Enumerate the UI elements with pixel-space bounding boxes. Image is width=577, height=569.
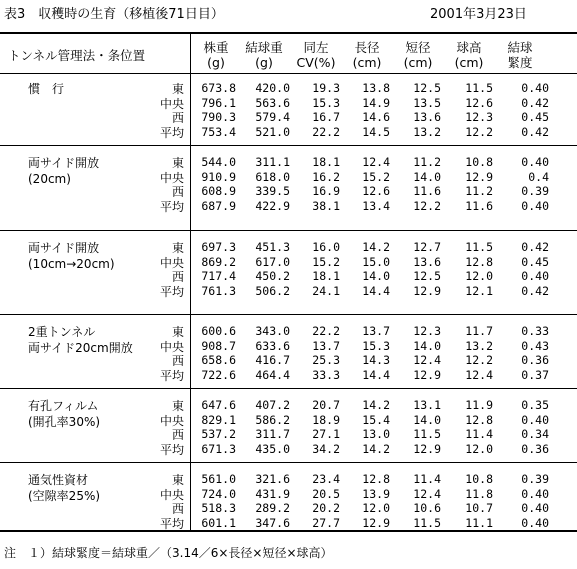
table-cell: 11.1	[465, 515, 493, 530]
table-cell: 13.2	[465, 338, 493, 353]
table-cell: 10.8	[465, 155, 493, 169]
header-cell: 緊度	[507, 55, 533, 70]
table-cell: 0.42	[521, 283, 549, 298]
table-cell: 464.4	[255, 367, 290, 382]
table-cell: 761.3	[201, 283, 236, 298]
group-separator	[0, 145, 577, 146]
group-separator	[0, 388, 577, 389]
table-cell: 11.8	[465, 486, 493, 501]
table-cell: 13.2	[413, 124, 441, 139]
row-position: 西	[171, 354, 184, 368]
table-cell: 608.9	[201, 184, 236, 198]
row-position: 中央	[159, 487, 184, 502]
table-cell: 22.2	[312, 124, 340, 139]
table-cell: 289.2	[255, 501, 290, 515]
table-cell: 0.45	[521, 254, 549, 269]
table-cell: 16.9	[312, 184, 340, 198]
group-label: 両サイド開放	[28, 241, 100, 255]
row-position: 西	[171, 270, 184, 284]
table-cell: 12.9	[413, 441, 441, 456]
table-cell: 14.6	[362, 110, 390, 124]
table-title: 表3 収穫時の生育（移植後71日目）	[4, 7, 224, 22]
table-cell: 13.7	[362, 324, 390, 338]
table-cell: 518.3	[201, 501, 236, 515]
table-cell: 11.9	[465, 398, 493, 412]
table-cell: 697.3	[201, 240, 236, 254]
row-position: 西	[171, 428, 184, 442]
table-cell: 11.4	[465, 427, 493, 441]
table-cell: 23.4	[312, 472, 340, 486]
table-cell: 537.2	[201, 427, 236, 441]
row-position: 中央	[159, 96, 184, 111]
row-position: 東	[171, 82, 184, 96]
table-cell: 12.8	[465, 412, 493, 427]
group-separator	[0, 462, 577, 463]
row-position: 東	[171, 399, 184, 413]
table-cell: 506.2	[255, 283, 290, 298]
table-cell: 0.40	[521, 412, 549, 427]
header-method: トンネル管理法・条位置	[8, 48, 146, 63]
table-cell: 20.5	[312, 486, 340, 501]
table-cell: 13.9	[362, 486, 390, 501]
header-cell: 結球重	[245, 40, 283, 55]
table-cell: 14.0	[413, 338, 441, 353]
footnote: 注 １）結球緊度＝結球重／（3.14／6×長径×短径×球高）	[4, 546, 333, 560]
group-label: (空隙率25%)	[28, 489, 101, 503]
table-cell: 14.0	[413, 169, 441, 184]
table-cell: 11.2	[413, 155, 441, 169]
table-cell: 12.8	[362, 472, 390, 486]
table-cell: 0.40	[521, 81, 549, 95]
header-cell: (g)	[255, 55, 273, 70]
table-cell: 0.35	[521, 398, 549, 412]
table-cell: 14.5	[362, 124, 390, 139]
table-cell: 790.3	[201, 110, 236, 124]
table-cell: 0.39	[521, 472, 549, 486]
table-cell: 12.5	[413, 81, 441, 95]
table-cell: 20.7	[312, 398, 340, 412]
row-position: 平均	[159, 284, 184, 299]
table-cell: 0.42	[521, 240, 549, 254]
table-cell: 0.45	[521, 110, 549, 124]
table-cell: 12.3	[465, 110, 493, 124]
group-label: (10cm→20cm)	[28, 257, 115, 271]
table-cell: 0.36	[521, 353, 549, 367]
table-cell: 18.1	[312, 269, 340, 283]
table-cell: 658.6	[201, 353, 236, 367]
table-cell: 12.2	[465, 124, 493, 139]
table-cell: 586.2	[255, 412, 290, 427]
table-cell: 796.1	[201, 95, 236, 110]
row-position: 東	[171, 473, 184, 487]
table-cell: 618.0	[255, 169, 290, 184]
table-cell: 12.9	[413, 283, 441, 298]
table-cell: 0.42	[521, 124, 549, 139]
table-cell: 0.39	[521, 184, 549, 198]
table-cell: 407.2	[255, 398, 290, 412]
table-cell: 18.9	[312, 412, 340, 427]
table-cell: 633.6	[255, 338, 290, 353]
header-cell: 株重	[203, 40, 229, 55]
table-cell: 0.33	[521, 324, 549, 338]
table-cell: 673.8	[201, 81, 236, 95]
table-cell: 18.1	[312, 155, 340, 169]
table-cell: 829.1	[201, 412, 236, 427]
table-cell: 0.40	[521, 486, 549, 501]
table-cell: 12.4	[413, 353, 441, 367]
table-cell: 0.40	[521, 269, 549, 283]
table-cell: 12.9	[413, 367, 441, 382]
table-cell: 13.5	[413, 95, 441, 110]
row-position: 平均	[159, 199, 184, 214]
table-cell: 15.3	[362, 338, 390, 353]
table-cell: 724.0	[201, 486, 236, 501]
table-cell: 12.2	[465, 353, 493, 367]
header-cell: (cm)	[403, 55, 433, 70]
table-cell: 687.9	[201, 198, 236, 213]
table-cell: 15.2	[362, 169, 390, 184]
table-cell: 11.5	[465, 81, 493, 95]
table-cell: 12.0	[465, 441, 493, 456]
table-cell: 13.6	[413, 110, 441, 124]
table-cell: 0.42	[521, 95, 549, 110]
table-cell: 13.6	[413, 254, 441, 269]
table-cell: 431.9	[255, 486, 290, 501]
header-rule	[0, 73, 577, 74]
table-cell: 339.5	[255, 184, 290, 198]
table-cell: 753.4	[201, 124, 236, 139]
table-cell: 11.5	[413, 427, 441, 441]
table-cell: 13.7	[312, 338, 340, 353]
table-cell: 617.0	[255, 254, 290, 269]
group-label: 有孔フィルム	[28, 399, 99, 413]
table-cell: 12.2	[413, 198, 441, 213]
table-cell: 13.8	[362, 81, 390, 95]
row-position: 平均	[159, 125, 184, 140]
table-cell: 11.2	[465, 184, 493, 198]
table-cell: 12.3	[413, 324, 441, 338]
header-cell: 結球	[507, 40, 533, 55]
row-position: 中央	[159, 339, 184, 354]
table-cell: 12.0	[362, 501, 390, 515]
table-cell: 38.1	[312, 198, 340, 213]
table-cell: 14.4	[362, 283, 390, 298]
table-cell: 34.2	[312, 441, 340, 456]
table-cell: 14.2	[362, 240, 390, 254]
table-cell: 0.40	[521, 198, 549, 213]
row-position: 東	[171, 325, 184, 339]
table-cell: 12.4	[413, 486, 441, 501]
table-cell: 25.3	[312, 353, 340, 367]
table-cell: 0.4	[528, 169, 549, 184]
table-cell: 10.6	[413, 501, 441, 515]
table-cell: 13.4	[362, 198, 390, 213]
header-cell: (cm)	[352, 55, 382, 70]
row-position: 中央	[159, 413, 184, 428]
row-position: 東	[171, 156, 184, 170]
table-cell: 601.1	[201, 515, 236, 530]
table-cell: 450.2	[255, 269, 290, 283]
top-rule	[0, 32, 577, 34]
table-cell: 20.2	[312, 501, 340, 515]
row-position: 中央	[159, 170, 184, 185]
table-cell: 311.7	[255, 427, 290, 441]
table-cell: 0.34	[521, 427, 549, 441]
table-cell: 910.9	[201, 169, 236, 184]
table-cell: 10.8	[465, 472, 493, 486]
table-cell: 521.0	[255, 124, 290, 139]
table-cell: 13.1	[413, 398, 441, 412]
table-cell: 27.7	[312, 515, 340, 530]
table-cell: 24.1	[312, 283, 340, 298]
table-cell: 12.8	[465, 254, 493, 269]
table-cell: 12.4	[465, 367, 493, 382]
table-cell: 0.36	[521, 441, 549, 456]
group-separator	[0, 314, 577, 315]
table-cell: 11.6	[413, 184, 441, 198]
table-cell: 420.0	[255, 81, 290, 95]
table-cell: 16.2	[312, 169, 340, 184]
group-label: 両サイド20cm開放	[28, 341, 133, 355]
table-cell: 321.6	[255, 472, 290, 486]
header-cell: 短径	[405, 40, 431, 55]
table-cell: 347.6	[255, 515, 290, 530]
table-cell: 416.7	[255, 353, 290, 367]
table-cell: 12.7	[413, 240, 441, 254]
table-cell: 14.9	[362, 95, 390, 110]
table-cell: 12.6	[465, 95, 493, 110]
table-cell: 563.6	[255, 95, 290, 110]
table-cell: 12.6	[362, 184, 390, 198]
table-cell: 435.0	[255, 441, 290, 456]
table-cell: 12.4	[362, 155, 390, 169]
group-separator	[0, 230, 577, 231]
table-cell: 14.0	[413, 412, 441, 427]
table-date: 2001年3月23日	[430, 7, 527, 22]
group-label: 2重トンネル	[28, 325, 96, 339]
group-label: (20cm)	[28, 172, 71, 186]
header-cell: (cm)	[454, 55, 484, 70]
table-cell: 14.4	[362, 367, 390, 382]
table-cell: 0.40	[521, 501, 549, 515]
row-position: 中央	[159, 255, 184, 270]
table-cell: 14.0	[362, 269, 390, 283]
table-cell: 343.0	[255, 324, 290, 338]
row-position: 西	[171, 111, 184, 125]
row-position: 西	[171, 185, 184, 199]
table-cell: 16.7	[312, 110, 340, 124]
group-label: (開孔率30%)	[28, 415, 101, 429]
row-position: 平均	[159, 368, 184, 383]
table-cell: 422.9	[255, 198, 290, 213]
table-cell: 14.2	[362, 398, 390, 412]
table-cell: 12.1	[465, 283, 493, 298]
table-cell: 0.37	[521, 367, 549, 382]
table-cell: 647.6	[201, 398, 236, 412]
table-cell: 11.7	[465, 324, 493, 338]
table-cell: 451.3	[255, 240, 290, 254]
table-cell: 0.43	[521, 338, 549, 353]
row-position: 平均	[159, 516, 184, 531]
group-label: 通気性資材	[28, 473, 89, 487]
table-cell: 16.0	[312, 240, 340, 254]
table-cell: 12.0	[465, 269, 493, 283]
table-cell: 15.4	[362, 412, 390, 427]
header-cell: (g)	[207, 55, 225, 70]
table-cell: 722.6	[201, 367, 236, 382]
row-position: 平均	[159, 442, 184, 457]
table-cell: 11.5	[413, 515, 441, 530]
table-cell: 27.1	[312, 427, 340, 441]
header-cell: 長径	[354, 40, 380, 55]
table-cell: 14.3	[362, 353, 390, 367]
table-cell: 544.0	[201, 155, 236, 169]
table-cell: 908.7	[201, 338, 236, 353]
table-cell: 14.2	[362, 441, 390, 456]
table-cell: 311.1	[255, 155, 290, 169]
table-cell: 0.40	[521, 515, 549, 530]
table-cell: 11.5	[465, 240, 493, 254]
group-label: 両サイド開放	[28, 156, 100, 170]
table-cell: 22.2	[312, 324, 340, 338]
table-cell: 600.6	[201, 324, 236, 338]
header-cell: CV(%)	[296, 55, 336, 70]
row-position: 東	[171, 241, 184, 255]
table-cell: 579.4	[255, 110, 290, 124]
table-cell: 12.9	[465, 169, 493, 184]
table-cell: 15.3	[312, 95, 340, 110]
table-cell: 561.0	[201, 472, 236, 486]
table-cell: 12.5	[413, 269, 441, 283]
table-cell: 671.3	[201, 441, 236, 456]
table-cell: 10.7	[465, 501, 493, 515]
table-cell: 11.6	[465, 198, 493, 213]
row-position: 西	[171, 502, 184, 516]
table-cell: 15.2	[312, 254, 340, 269]
bottom-rule	[0, 530, 577, 532]
table-cell: 717.4	[201, 269, 236, 283]
table-cell: 12.9	[362, 515, 390, 530]
table-cell: 19.3	[312, 81, 340, 95]
table-cell: 33.3	[312, 367, 340, 382]
group-label: 慣 行	[28, 82, 65, 96]
table-cell: 0.40	[521, 155, 549, 169]
table-cell: 869.2	[201, 254, 236, 269]
header-cell: 球高	[456, 40, 482, 55]
table-cell: 15.0	[362, 254, 390, 269]
header-cell: 同左	[303, 40, 329, 55]
table-cell: 13.0	[362, 427, 390, 441]
table-cell: 11.4	[413, 472, 441, 486]
